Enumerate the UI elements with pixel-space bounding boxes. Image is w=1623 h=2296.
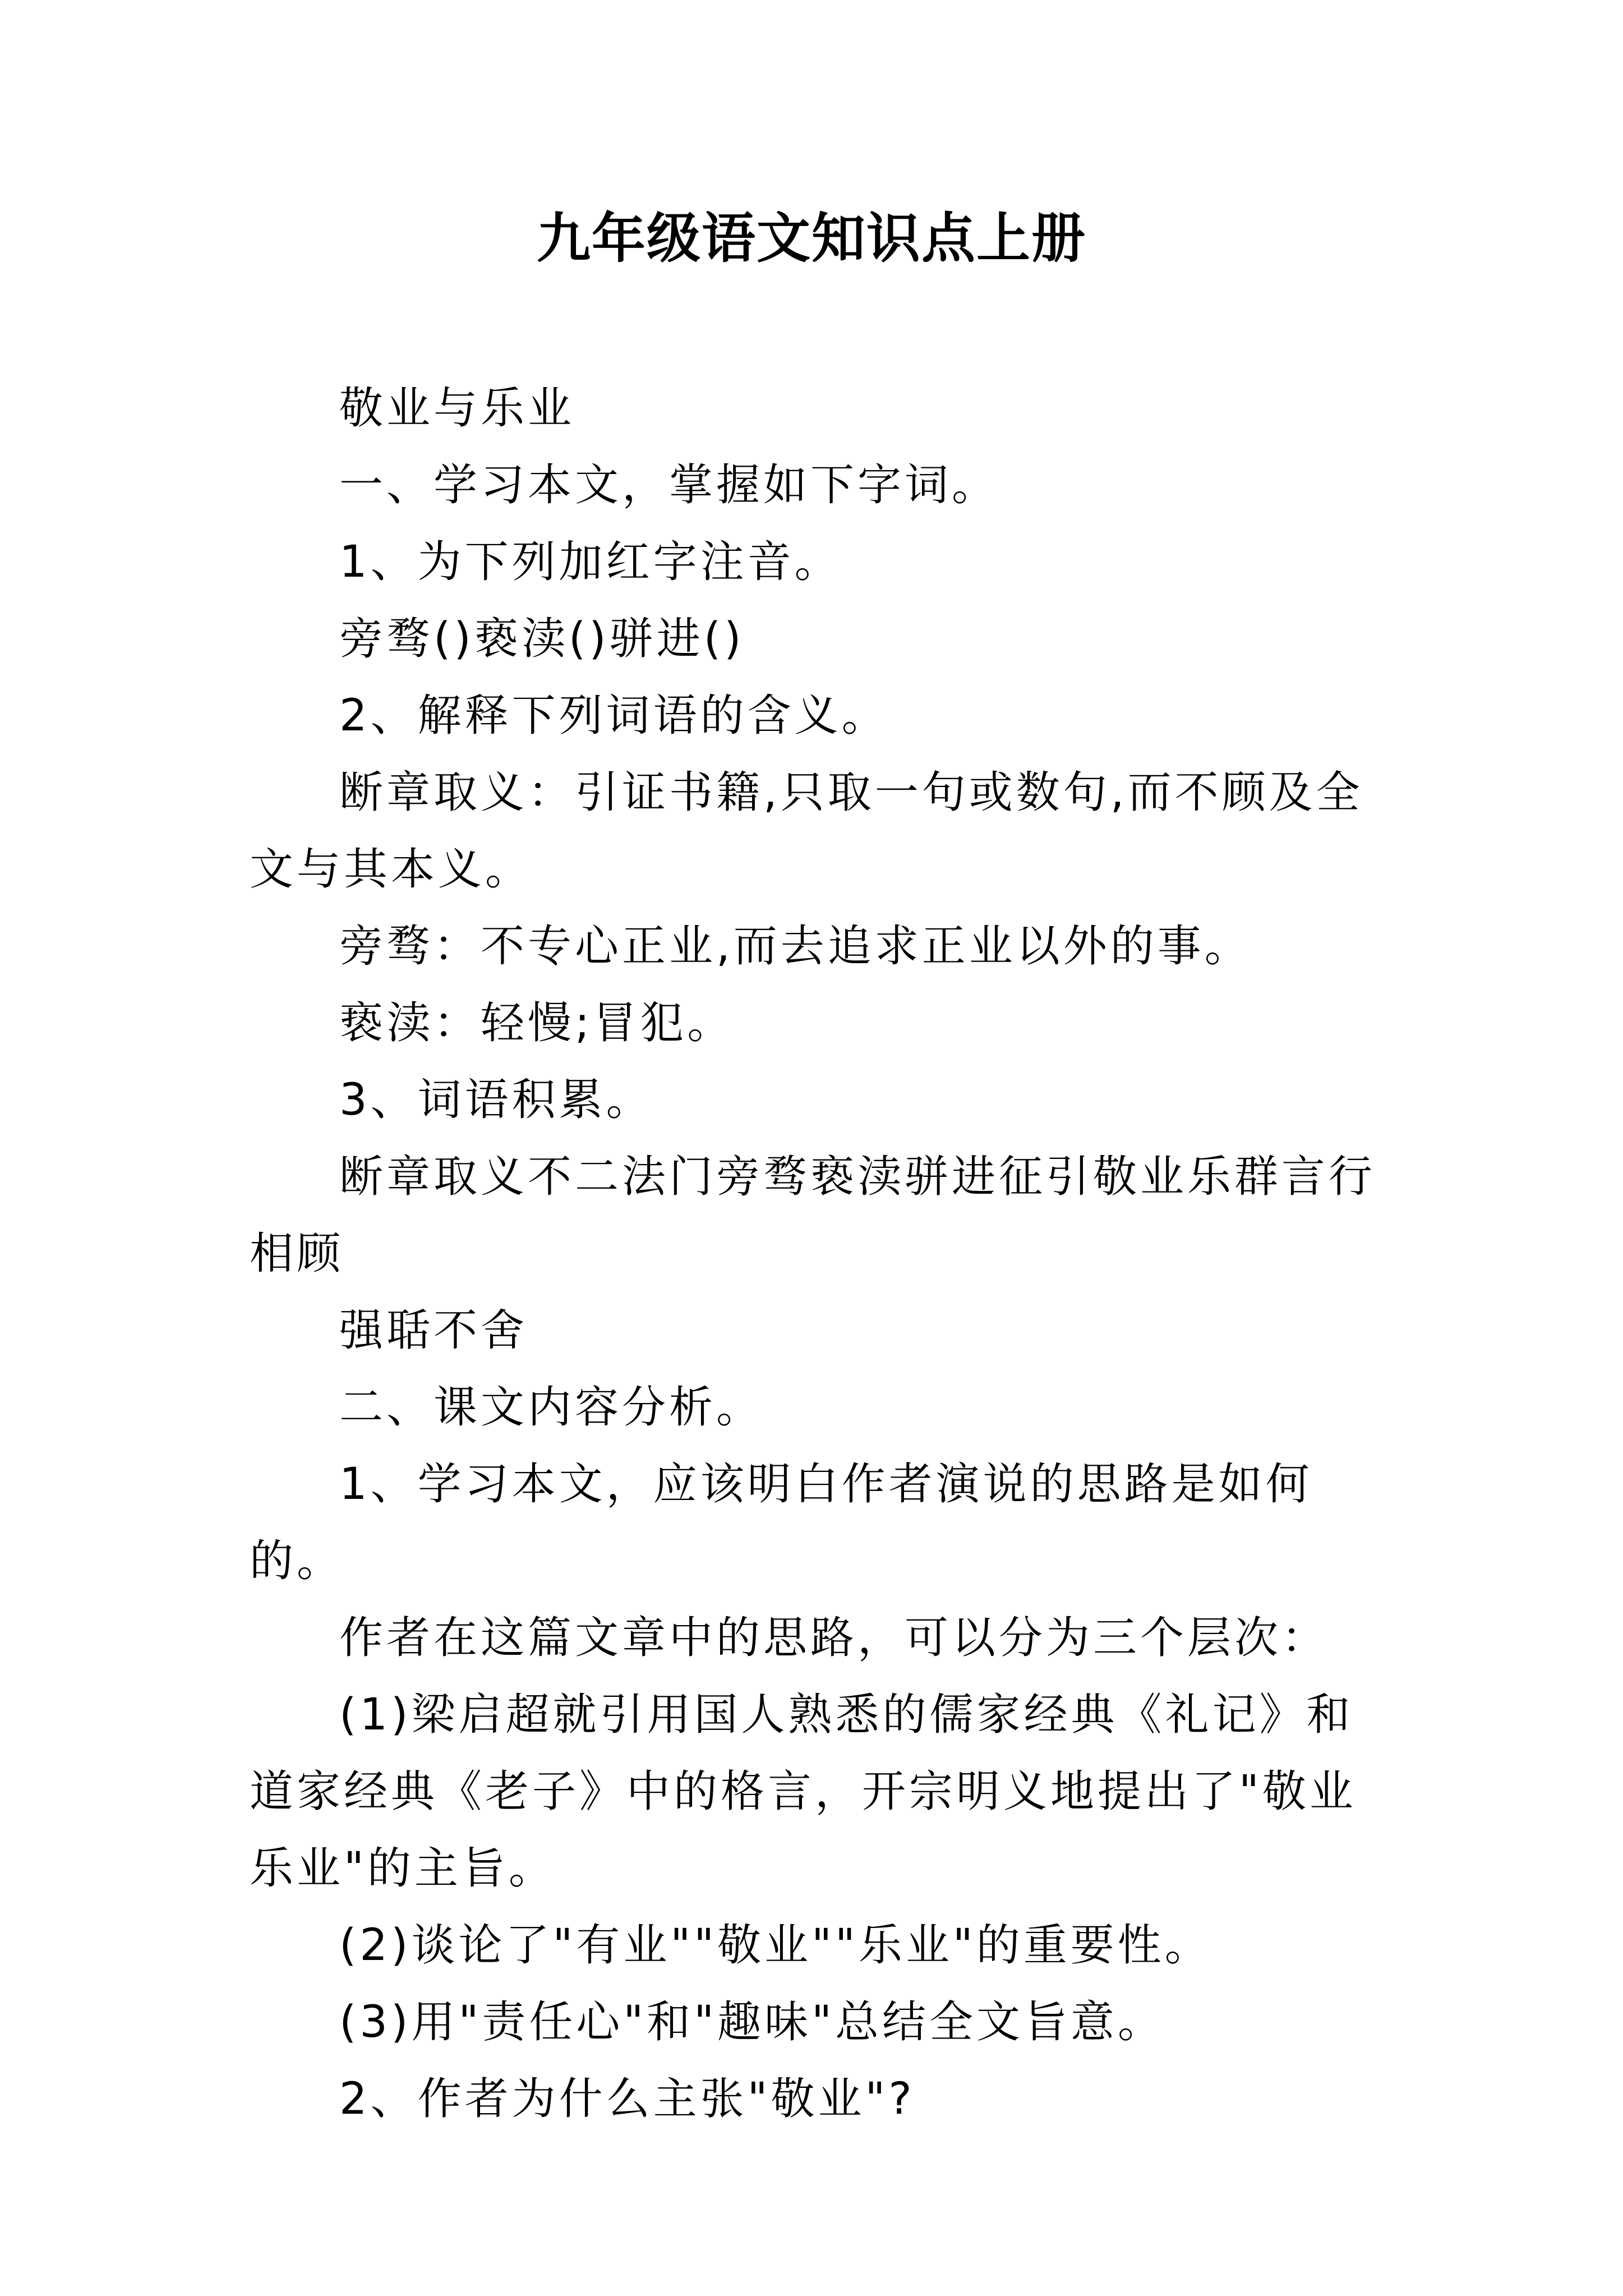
paragraph: (1)梁启超就引用国人熟悉的儒家经典《礼记》和道家经典《老子》中的格言，开宗明义地提出了"敬业乐业"的主旨。 <box>250 1690 1357 1894</box>
paragraph: 3、词语积累。 <box>339 1075 653 1125</box>
paragraph: (3)用"责任心"和"趣味"总结全文旨意。 <box>339 1997 1165 2047</box>
paragraph: 亵渎：轻慢;冒犯。 <box>339 998 735 1048</box>
paragraph: 断章取义不二法门旁骛亵渎骈进征引敬业乐群言行相顾 <box>250 1152 1376 1279</box>
paragraph: 作者在这篇文章中的思路，可以分为三个层次： <box>339 1613 1329 1663</box>
document-body <box>250 370 1394 2138</box>
paragraph: 断章取义：引证书籍,只取一句或数句,而不顾及全文与其本义。 <box>250 767 1363 895</box>
document-title: 九年级语文知识点上册 <box>537 206 1086 270</box>
paragraph: 1、学习本文，应该明白作者演说的思路是如何的。 <box>250 1459 1313 1586</box>
paragraph: 一、学习本文，掌握如下字词。 <box>339 460 999 510</box>
paragraph: 二、课文内容分析。 <box>339 1382 764 1433</box>
paragraph: 旁骛：不专心正业,而去追求正业以外的事。 <box>339 921 1252 972</box>
paragraph: (2)谈论了"有业""敬业""乐业"的重要性。 <box>339 1920 1212 1971</box>
paragraph: 2、作者为什么主张"敬业"? <box>339 2074 915 2124</box>
paragraph: 2、解释下列词语的含义。 <box>339 691 889 741</box>
paragraph: 强聒不舍 <box>339 1305 528 1356</box>
paragraph: 旁骛()亵渎()骈进() <box>339 614 745 664</box>
paragraph: 敬业与乐业 <box>339 383 575 434</box>
paragraph: 1、为下列加红字注音。 <box>339 537 842 587</box>
